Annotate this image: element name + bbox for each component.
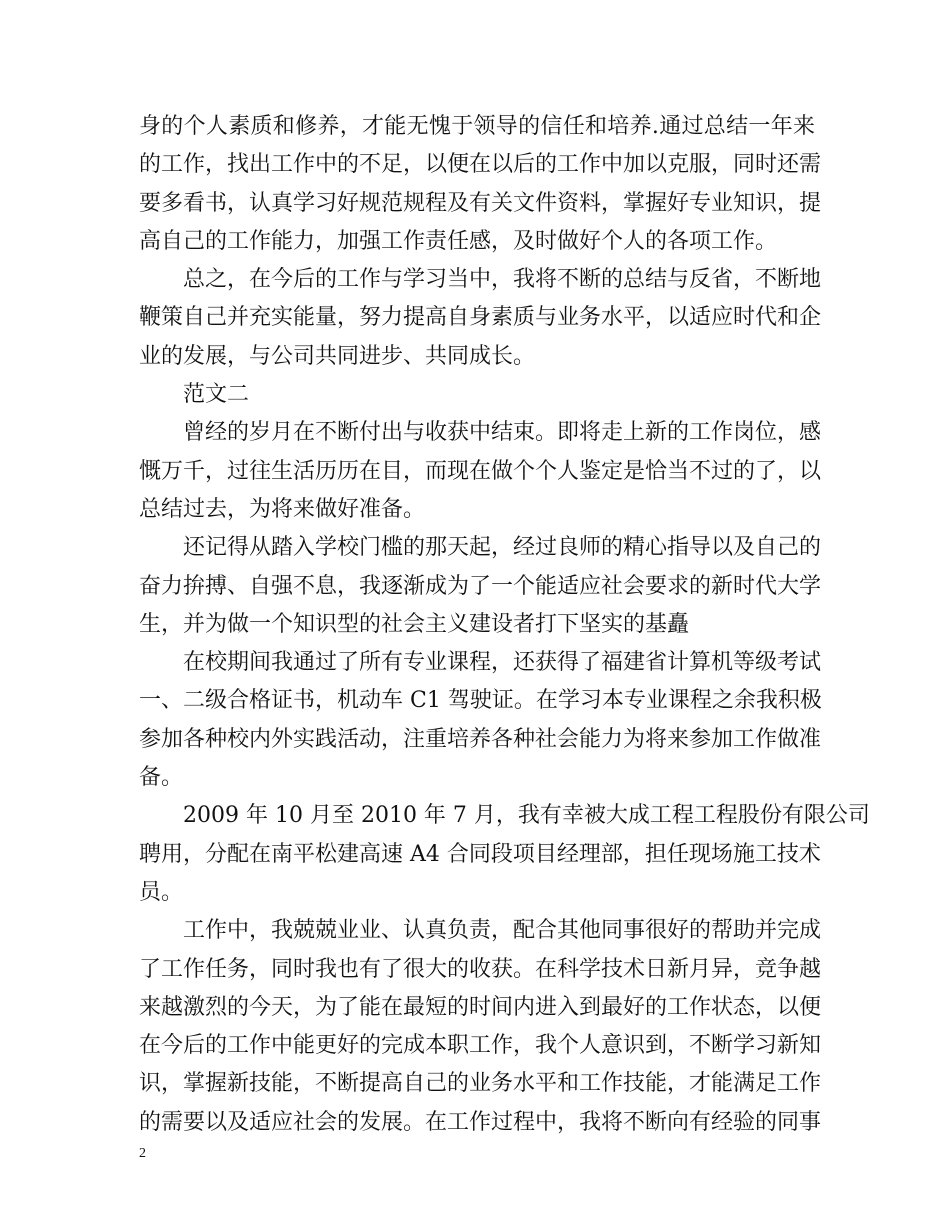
text-line: 慨万千，过往生活历历在目，而现在做个个人鉴定是恰当不过的了，以 xyxy=(139,458,822,484)
text-line: 总之，在今后的工作与学习当中，我将不断的总结与反省，不断地 xyxy=(183,267,822,293)
text-line: 来越激烈的今天，为了能在最短的时间内进入到最好的工作状态，以便 xyxy=(139,994,822,1020)
text-line: 员。 xyxy=(139,879,184,905)
text-line: 曾经的岁月在不断付出与收获中结束。即将走上新的工作岗位，感 xyxy=(183,420,822,446)
text-line: 参加各种校内外实践活动，注重培养各种社会能力为将来参加工作做准 xyxy=(139,726,822,752)
document-body xyxy=(139,108,870,1142)
text-line: 在校期间我通过了所有专业课程，还获得了福建省计算机等级考试 xyxy=(183,650,822,676)
page-number: 2 xyxy=(139,1146,146,1161)
text-line: 的工作，找出工作中的不足，以便在以后的工作中加以克服，同时还需 xyxy=(139,152,822,178)
text-line: 的需要以及适应社会的发展。在工作过程中，我将不断向有经验的同事 xyxy=(139,1109,822,1135)
text-line: 高自己的工作能力，加强工作责任感，及时做好个人的各项工作。 xyxy=(139,228,778,254)
section-heading: 范文二 xyxy=(183,382,250,408)
text-line: 2009 年 10 月至 2010 年 7 月，我有幸被大成工程工程股份有限公司 xyxy=(183,803,870,829)
text-line: 总结过去，为将来做好准备。 xyxy=(139,496,426,522)
text-line: 要多看书，认真学习好规范规程及有关文件资料，掌握好专业知识，提 xyxy=(139,190,822,216)
text-line: 聘用，分配在南平松建高速 A4 合同段项目经理部，担任现场施工技术 xyxy=(139,841,821,867)
text-line: 鞭策自己并充实能量，努力提高自身素质与业务水平，以适应时代和企 xyxy=(139,305,822,331)
text-line: 生，并为做一个知识型的社会主义建设者打下坚实的基矗 xyxy=(139,611,690,637)
text-line: 奋力拚搏、自强不息，我逐渐成为了一个能适应社会要求的新时代大学 xyxy=(139,573,822,599)
text-line: 在今后的工作中能更好的完成本职工作，我个人意识到，不断学习新知 xyxy=(139,1033,822,1059)
text-line: 工作中，我兢兢业业、认真负责，配合其他同事很好的帮助并完成 xyxy=(183,918,822,944)
text-line: 身的个人素质和修养，才能无愧于领导的信任和培养.通过总结一年来 xyxy=(139,114,815,139)
text-line: 了工作任务，同时我也有了很大的收获。在科学技术日新月异，竞争越 xyxy=(139,956,822,982)
text-line: 识，掌握新技能，不断提高自己的业务水平和工作技能，才能满足工作 xyxy=(139,1071,822,1097)
text-line: 一、二级合格证书，机动车 C1 驾驶证。在学习本专业课程之余我积极 xyxy=(139,688,822,714)
text-line: 备。 xyxy=(139,765,184,791)
text-line: 还记得从踏入学校门槛的那天起，经过良师的精心指导以及自己的 xyxy=(183,535,822,561)
text-line: 业的发展，与公司共同进步、共同成长。 xyxy=(139,343,536,369)
